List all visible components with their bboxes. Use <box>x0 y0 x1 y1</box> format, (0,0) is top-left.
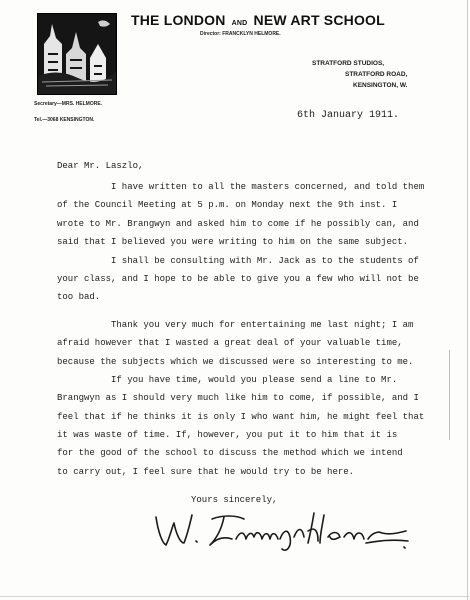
body-line: said that I believed you were writing to him on the same subject. <box>57 237 409 248</box>
body-line: wrote to Mr. Brangwyn and asked him to come if he possibly can, and <box>57 218 419 229</box>
title-part2: NEW ART SCHOOL <box>253 12 385 28</box>
scan-mark <box>449 350 450 440</box>
body-line: it was waste of time. If, however, you put it to him that it is <box>57 430 398 441</box>
signature-image <box>152 507 412 557</box>
director-line: Director: FRANCKLYN HELMORE. <box>200 31 281 37</box>
body-line: I shall be consulting with Mr. Jack as to the students of <box>111 255 419 266</box>
address-line-1: STRATFORD STUDIOS, <box>312 60 385 67</box>
body-line: too bad. <box>57 292 101 303</box>
scan-edge-right <box>467 0 468 600</box>
body-line: Brangwyn as I should very much like him to come, if possible, and I <box>57 393 419 404</box>
body-line: of the Council Meeting at 5 p.m. on Monday next the 9th inst. I <box>57 200 398 211</box>
woodcut-illustration <box>38 14 116 94</box>
body-line: for the good of the school to discuss the method which we intend <box>57 448 403 459</box>
address-line-2: STRATFORD ROAD, <box>345 71 408 78</box>
closing: Yours sincerely, <box>191 495 278 505</box>
body-line: your class, and I hope to be able to give you a few who will not be <box>57 273 419 284</box>
body-line: because the subjects which we discussed were so interesting to me. <box>57 356 414 367</box>
title-part1: THE LONDON <box>131 12 226 28</box>
body-line: to carry out, I feel sure that he would try to be here. <box>57 466 355 477</box>
body-line: I have written to all the masters concerned, and told them <box>111 182 425 192</box>
address-line-3: KENSINGTON, W. <box>353 82 408 89</box>
letter-body <box>57 178 457 481</box>
scan-edge-bottom <box>0 596 470 597</box>
telephone-line: Tel.—3068 KENSINGTON. <box>34 117 95 123</box>
letter-date: 6th January 1911. <box>297 110 400 121</box>
title-and: AND <box>231 20 248 27</box>
body-line: feel that if he thinks it is only I who want him, he might feel that <box>57 411 425 422</box>
woodcut-emblem <box>37 13 117 95</box>
body-line: Thank you very much for entertaining me last night; I am <box>111 319 414 330</box>
letterhead-title <box>131 12 385 28</box>
handwritten-signature <box>152 507 412 562</box>
body-line: If you have time, would you please send a line to Mr. <box>111 374 398 385</box>
salutation: Dear Mr. Laszlo, <box>57 161 144 171</box>
secretary-line: Secretary—MRS. HELMORE. <box>34 101 103 107</box>
body-line: afraid however that I wasted a great deal of your valuable time, <box>57 338 403 349</box>
